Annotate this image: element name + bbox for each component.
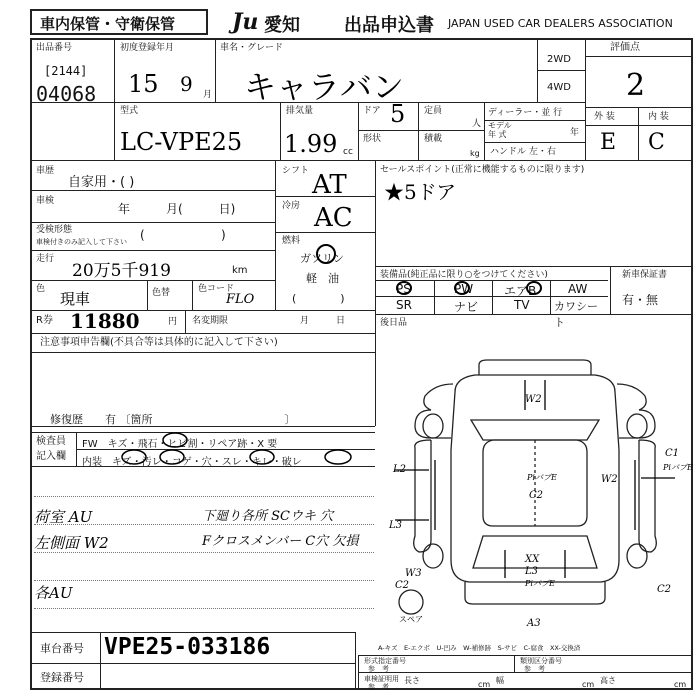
door-label: ドア xyxy=(363,106,381,116)
registration-number-label: 登録番号 xyxy=(40,671,84,684)
mark-rear-a3: A3 xyxy=(527,618,541,629)
remark-underbody: 下廻り各所 SCウキ 穴 xyxy=(202,509,334,524)
mark-right-pipe: PiパブE xyxy=(663,463,693,472)
load-label: 積載 xyxy=(424,134,443,144)
fuel-selected-circle xyxy=(316,244,336,264)
fw-checklist: FW キズ・飛石・ヒビ割・リペア跡・X 要 xyxy=(82,439,278,450)
remark-each-au: 各AU xyxy=(34,584,73,602)
displacement-label: 排気量 xyxy=(286,106,314,116)
shaken-label: 車検 xyxy=(36,196,55,206)
equip-ps-circle xyxy=(396,281,412,295)
shape-label: 形状 xyxy=(363,134,382,144)
equipment-label: 装備品(純正品に限り○をつけてください) xyxy=(380,270,548,280)
dealer-label: ディーラー・並 行 xyxy=(488,108,563,118)
inspector-label: 検査員 xyxy=(36,436,66,447)
notes-label: 注意事項申告欄(不具合等は具体的に記入して下さい) xyxy=(40,337,278,348)
color-label: 色 xyxy=(36,284,46,294)
mark-left-l3: L3 xyxy=(389,520,403,531)
model-label: 型式 xyxy=(120,106,139,116)
door-count: 5 xyxy=(390,100,406,128)
year-unit: 年 xyxy=(570,128,580,138)
equip-airbag: エアB xyxy=(504,284,537,298)
displacement: 1.99 xyxy=(284,130,338,158)
fuel-paren: ( ) xyxy=(292,292,345,305)
height-label: 高さ xyxy=(600,676,616,685)
equip-navi: ナビ xyxy=(454,300,479,314)
warranty-options: 有・無 xyxy=(622,293,659,307)
drive-4wd: 4WD xyxy=(547,82,571,93)
km-unit: km xyxy=(232,265,248,276)
mileage-label: 走行 xyxy=(36,254,55,264)
sales-point: ★5ドア xyxy=(384,180,457,204)
mark-rear-xx: XX xyxy=(525,554,540,565)
car-name: キャラバン xyxy=(244,68,405,106)
color-value: 現車 xyxy=(60,290,91,308)
fuel-label: 燃料 xyxy=(282,236,301,246)
history-value: 自家用・( ) xyxy=(68,175,135,190)
name-change-date: 月 日 xyxy=(300,316,346,326)
inspection-type-sub: 車検付きのみ記入して下さい xyxy=(36,238,127,246)
ac-value: AC xyxy=(314,203,353,233)
interior-checklist: 内装 キズ・汚レ・コゲ・穴・スレ・キレ・破レ xyxy=(82,457,302,468)
sales-point-label: セールスポイント(正常に機能するものに限ります) xyxy=(380,165,585,175)
entry-label: 記入欄 xyxy=(36,451,66,462)
equip-leather: カワシート xyxy=(554,300,598,329)
remark-luggage: 荷室 AU xyxy=(34,508,93,526)
cert-label: 車検証明用 xyxy=(364,675,399,683)
ac-label: 冷房 xyxy=(282,201,301,211)
yen-unit: 円 xyxy=(168,317,178,327)
lot-number-label: 出品番号 xyxy=(36,43,73,53)
fuel-gasoline: ガソリン xyxy=(300,252,344,265)
chassis-number: VPE25-033186 xyxy=(104,634,271,660)
mark-rear-w3: W3 xyxy=(405,568,422,579)
ju-logo: Ju xyxy=(232,9,259,35)
mark-roof-pipe: PiパブE xyxy=(527,473,557,482)
interior-label: 内 装 xyxy=(648,112,669,122)
spare-label: スペア xyxy=(399,615,423,624)
inspection-type-label: 受検形態 xyxy=(36,225,73,235)
class-number-label: 類別区分番号 xyxy=(520,657,562,665)
fuel-diesel: 軽 油 xyxy=(306,272,339,285)
mark-rear-l3: L3 xyxy=(525,566,539,577)
warranty-label: 新車保証書 xyxy=(622,270,668,280)
model-code: LC-VPE25 xyxy=(120,128,243,156)
spec-ref-2: 参 考 xyxy=(524,665,545,673)
color-code: FLO xyxy=(226,292,255,307)
history-label: 車歴 xyxy=(36,166,55,176)
inspection-type-paren: ( ) xyxy=(140,228,226,242)
vehicle-diagram xyxy=(375,330,693,630)
org-name: 愛知 xyxy=(264,15,300,36)
shift-label: シフト xyxy=(282,166,310,176)
month-unit: 月 xyxy=(203,90,213,100)
mark-right-w2: W2 xyxy=(601,474,618,485)
exterior-grade: E xyxy=(600,130,617,155)
spec-ref-1: 参 考 xyxy=(368,665,389,673)
equip-pw-circle xyxy=(454,281,470,295)
equip-airbag-circle xyxy=(526,281,542,295)
capacity-label: 定員 xyxy=(424,106,443,116)
repair-history: 修復歴 有 〔箇所 〕 xyxy=(50,413,296,426)
name-change-label: 名変期限 xyxy=(192,316,229,326)
lot-sub-number: [2144] xyxy=(44,64,88,78)
handle-label: ハンドル 左・右 xyxy=(490,147,556,157)
equip-aw: AW xyxy=(568,282,588,296)
color-code-label: 色コード xyxy=(198,284,235,294)
drive-2wd: 2WD xyxy=(547,54,571,65)
form-title: 出品申込書 xyxy=(344,15,434,36)
recycle-amount: 11880 xyxy=(70,309,140,333)
recycle-label: R券 xyxy=(36,315,53,326)
registration-month: 9 xyxy=(180,72,193,96)
exterior-label: 外 装 xyxy=(594,112,615,122)
height-unit: cm xyxy=(674,680,687,689)
load-unit: kg xyxy=(470,149,480,158)
chassis-label: 車台番号 xyxy=(40,642,84,655)
lot-number: 04068 xyxy=(36,82,97,106)
grade-label: 評価点 xyxy=(610,42,640,53)
shift-value: AT xyxy=(312,170,347,200)
damage-legend: A-キズ E-エクボ U-凹み W-補修跡 S-サビ C-腐食 XX-交換済 xyxy=(378,644,581,652)
mark-rear-c2: C2 xyxy=(395,580,410,591)
registration-year: 15 xyxy=(128,70,159,98)
association-name: JAPAN USED CAR DEALERS ASSOCIATION xyxy=(448,17,673,30)
first-registration-label: 初度登録年月 xyxy=(120,43,175,53)
interior-grade: C xyxy=(648,130,665,155)
equip-ps: PS xyxy=(396,282,411,296)
equip-sr: SR xyxy=(396,298,412,312)
spec-ref-3: 参 考 xyxy=(368,683,389,691)
width-unit: cm xyxy=(582,680,595,689)
mileage-value: 20万5千919 xyxy=(72,261,171,281)
mark-front-w2: W2 xyxy=(525,394,542,405)
mark-right-c1: C1 xyxy=(665,448,680,459)
shaken-value: 年 月( 日) xyxy=(118,202,236,216)
capacity-unit: 人 xyxy=(472,119,482,129)
mark-rear-pipe: PiパブE xyxy=(525,579,555,588)
width-label: 幅 xyxy=(496,676,504,685)
mark-left-l2: L2 xyxy=(393,464,407,475)
length-label: 長さ xyxy=(404,676,420,685)
model-year-label: モデル 年 式 xyxy=(488,121,512,139)
remark-left-side: 左側面 W2 xyxy=(34,534,109,552)
mark-roof-c2: C2 xyxy=(529,490,544,501)
length-unit: cm xyxy=(478,680,491,689)
displacement-unit: cc xyxy=(343,147,353,157)
spec-number-label: 形式指定番号 xyxy=(364,657,406,665)
equip-tv: TV xyxy=(514,298,530,312)
remark-crossmember: Fクロスメンバー C穴 欠損 xyxy=(202,534,359,549)
mark-rear-right-c2: C2 xyxy=(657,584,672,595)
inspection-marks xyxy=(76,432,376,466)
color-change-label: 色替 xyxy=(152,288,171,298)
grade-score: 2 xyxy=(626,68,646,103)
storage-badge-text: 車内保管・守衛保管 xyxy=(40,15,176,33)
car-name-label: 車名・グレード xyxy=(220,43,284,53)
after-items-label: 後日品 xyxy=(380,318,408,328)
equip-pw: PW xyxy=(454,282,474,296)
